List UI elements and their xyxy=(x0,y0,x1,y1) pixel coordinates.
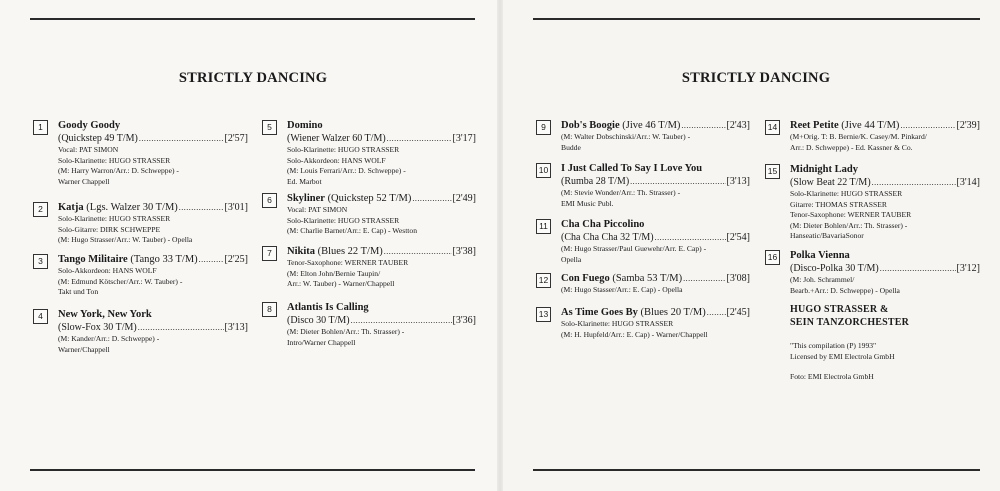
track-detail: Solo-Klarinette: HUGO STRASSER xyxy=(287,215,400,225)
track-detail: Vocal: PAT SIMON xyxy=(287,205,348,214)
track-title: Domino xyxy=(287,120,323,131)
track-title-line xyxy=(287,245,476,258)
track-tempo: (Disco-Polka 30 T/M) xyxy=(790,263,879,274)
track-1 xyxy=(33,119,248,201)
track-title: Atlantis Is Calling xyxy=(287,302,369,313)
track-detail: Solo-Akkordeon: HANS WOLF xyxy=(58,266,157,275)
track-tempo: (Blues 20 T/M) xyxy=(637,307,706,318)
track-tempo-line xyxy=(790,176,980,189)
track-number-box: 8 xyxy=(262,302,277,317)
track-tempo: (Wiener Walzer 60 T/M) xyxy=(287,133,386,144)
track-duration: [3'08] xyxy=(726,273,750,284)
track-title-line xyxy=(561,272,750,285)
track-2 xyxy=(33,201,248,253)
track-title: Nikita xyxy=(287,246,316,257)
track-duration: [3'38] xyxy=(452,246,476,257)
track-number-box: 12 xyxy=(536,273,551,288)
left-column-2 xyxy=(262,119,476,348)
track-title: Cha Cha Piccolino xyxy=(561,219,645,230)
track-title: As Time Goes By xyxy=(561,307,638,318)
track-detail: Solo-Akkordeon: HANS WOLF xyxy=(287,155,386,165)
track-number-box: 1 xyxy=(33,120,48,135)
track-detail: Solo-Klarinette: HUGO STRASSER xyxy=(58,214,171,223)
track-duration: [2'25] xyxy=(224,254,248,265)
track-detail: (M: Dieter Bohlen/Arr.: Th. Strasser) - xyxy=(287,327,405,336)
track-tempo-line xyxy=(561,231,750,244)
copyright-line: "This compilation (P) 1993" xyxy=(790,341,877,350)
track-tempo: (Jive 46 T/M) xyxy=(619,120,681,131)
track-14 xyxy=(765,119,980,163)
left-column-1 xyxy=(33,119,248,355)
track-tempo: (Jive 44 T/M) xyxy=(838,120,900,131)
track-detail: (M: Walter Dobschinski/Arr.: W. Tauber) - xyxy=(561,132,691,141)
track-number-box: 13 xyxy=(536,307,551,322)
track-detail: Budde xyxy=(561,142,581,152)
left-page-title: STRICTLY DANCING xyxy=(178,70,328,86)
track-tempo: (Blues 22 T/M) xyxy=(315,246,383,257)
track-number-box: 7 xyxy=(262,246,277,261)
track-number-box: 2 xyxy=(33,202,48,217)
track-tempo-line xyxy=(58,321,248,334)
track-detail: (M: Hugo Stasser/Arr.: E. Cap) - Opella xyxy=(561,285,683,294)
track-duration: [2'43] xyxy=(726,120,750,131)
track-tempo: (Tango 33 T/M) xyxy=(127,254,198,265)
track-tempo: (Lgs. Walzer 30 T/M) xyxy=(83,202,178,213)
track-number-box: 9 xyxy=(536,120,551,135)
track-title: Reet Petite xyxy=(790,120,839,131)
track-title: I Just Called To Say I Love You xyxy=(561,163,703,174)
track-5 xyxy=(262,119,476,192)
track-detail: Opella xyxy=(561,254,582,264)
track-title: Tango Militaire xyxy=(58,254,128,265)
track-title-line xyxy=(58,253,248,266)
track-title-line xyxy=(561,306,750,319)
track-tempo: (Disco 30 T/M) xyxy=(287,315,350,326)
track-duration: [2'45] xyxy=(726,307,750,318)
page-fold xyxy=(497,0,503,491)
track-tempo-line xyxy=(287,132,476,145)
track-title: Con Fuego xyxy=(561,273,610,284)
track-duration: [2'54] xyxy=(726,232,750,243)
track-title: Midnight Lady xyxy=(790,164,858,175)
track-16 xyxy=(765,249,980,303)
track-title-line xyxy=(287,192,476,205)
track-detail: (M: Charlie Barnet/Arr.: E. Cap) - Westton xyxy=(287,226,418,236)
track-duration: [3'36] xyxy=(452,315,476,326)
track-9 xyxy=(536,119,750,162)
track-title-line xyxy=(790,119,980,132)
track-tempo-line xyxy=(58,132,248,145)
track-duration: [3'01] xyxy=(224,202,248,213)
track-title: Dob's Boogie xyxy=(561,120,620,131)
track-detail: Warner Chappell xyxy=(58,176,110,186)
track-title-line xyxy=(58,201,248,214)
orchestra-name: HUGO STRASSER & xyxy=(790,304,889,315)
track-detail: Intro/Warner Chappell xyxy=(287,337,356,347)
track-title: Polka Vienna xyxy=(790,250,850,261)
track-10 xyxy=(536,162,750,218)
track-8 xyxy=(262,301,476,348)
track-title: New York, New York xyxy=(58,309,152,320)
track-tempo: (Rumba 28 T/M) xyxy=(561,176,630,187)
right-page-title: STRICTLY DANCING xyxy=(681,70,831,86)
track-duration: [2'49] xyxy=(452,193,476,204)
license-line: Licensed by EMI Electrola GmbH xyxy=(790,351,895,361)
track-detail: Solo-Klarinette: HUGO STRASSER xyxy=(790,189,903,198)
track-tempo: (Quickstep 49 T/M) xyxy=(58,133,138,144)
track-detail: Tenor-Saxophone: WERNER TAUBER xyxy=(790,210,912,220)
track-duration: [2'57] xyxy=(224,133,248,144)
credits-block xyxy=(765,341,980,372)
orchestra-block xyxy=(765,303,980,341)
right-top-rule xyxy=(533,18,980,20)
track-detail: (M: Harry Warron/Arr.: D. Schweppe) - xyxy=(58,166,179,176)
track-detail: Takt und Ton xyxy=(58,287,99,297)
track-title: Goody Goody xyxy=(58,120,121,131)
track-detail: Warner/Chappell xyxy=(58,344,110,354)
track-detail: Solo-Klarinette: HUGO STRASSER xyxy=(561,319,674,328)
track-detail: (M: Dieter Bohlen/Arr.: Th. Strasser) - xyxy=(790,220,908,230)
track-tempo: (Slow-Fox 30 T/M) xyxy=(58,322,137,333)
track-detail: EMI Music Publ. xyxy=(561,198,614,208)
track-11 xyxy=(536,218,750,272)
track-6 xyxy=(262,192,476,245)
track-title: Skyliner xyxy=(287,193,325,204)
track-title-line xyxy=(561,119,750,132)
track-detail: Ed. Marbot xyxy=(287,176,322,186)
track-duration: [3'12] xyxy=(956,263,980,274)
orchestra-name: SEIN TANZORCHESTER xyxy=(790,317,910,328)
track-detail: (M: Kander/Arr.: D. Schweppe) - xyxy=(58,334,160,343)
track-duration: [3'14] xyxy=(956,177,980,188)
track-15 xyxy=(765,163,980,249)
track-12 xyxy=(536,272,750,306)
track-13 xyxy=(536,306,750,340)
track-detail: Vocal: PAT SIMON xyxy=(58,145,119,154)
track-detail: (M: Elton John/Bernie Taupin/ xyxy=(287,268,381,278)
track-detail: (M: Joh. Schrammel/ xyxy=(790,275,855,284)
track-duration: [2'39] xyxy=(956,120,980,131)
track-detail: Hanseatic/BavariaSonor xyxy=(790,231,864,241)
track-detail: (M: Stevie Wonder/Arr.: Th. Strasser) - xyxy=(561,188,681,197)
track-number-box: 10 xyxy=(536,163,551,178)
track-number-box: 16 xyxy=(765,250,780,265)
track-detail: Arr.: D. Schweppe) - Ed. Kassner & Co. xyxy=(790,142,913,152)
track-number-box: 4 xyxy=(33,309,48,324)
left-bottom-rule xyxy=(30,469,475,471)
track-detail: Arr.: W. Tauber) - Warner/Chappell xyxy=(287,279,395,289)
track-number-box: 6 xyxy=(262,193,277,208)
right-column-2 xyxy=(765,119,980,383)
track-duration: [3'17] xyxy=(452,133,476,144)
track-detail: Bearb.+Arr.: D. Schweppe) - Opella xyxy=(790,285,900,295)
track-number-box: 3 xyxy=(33,254,48,269)
track-duration: [3'13] xyxy=(224,322,248,333)
right-bottom-rule xyxy=(533,469,980,471)
track-tempo: (Cha Cha Cha 32 T/M) xyxy=(561,232,654,243)
track-tempo: (Quickstep 52 T/M) xyxy=(324,193,412,204)
track-number-box: 14 xyxy=(765,120,780,135)
track-title: Katja xyxy=(58,202,84,213)
track-detail: (M: Hugo Strasser/Paul Guewehr/Arr. E. Cap) - xyxy=(561,244,707,253)
track-number-box: 15 xyxy=(765,164,780,179)
track-detail: (M: H. Hupfeld/Arr.: E. Cap) - Warner/Chappell xyxy=(561,329,708,339)
right-column-1 xyxy=(536,119,750,340)
track-detail: (M: Louis Ferrari/Arr.: D. Schweppe) - xyxy=(287,166,406,176)
track-detail: (M+Orig. T: B. Bernie/K. Casey/M. Pinkard/ xyxy=(790,132,927,141)
track-number-box: 11 xyxy=(536,219,551,234)
track-duration: [3'13] xyxy=(726,176,750,187)
track-4 xyxy=(33,308,248,355)
track-tempo: (Slow Beat 22 T/M) xyxy=(790,177,871,188)
track-detail: Solo-Gitarre: DIRK SCHWEPPE xyxy=(58,224,161,234)
track-detail: Gitarre: THOMAS STRASSER xyxy=(790,199,887,209)
left-top-rule xyxy=(30,18,475,20)
track-tempo: (Samba 53 T/M) xyxy=(609,273,683,284)
track-tempo-line xyxy=(561,175,750,188)
track-3 xyxy=(33,253,248,308)
track-tempo-line xyxy=(790,262,980,275)
track-number-box: 5 xyxy=(262,120,277,135)
track-detail: (M: Hugo Strasser/Arr.: W. Tauber) - Opella xyxy=(58,235,193,245)
track-detail: Tenor-Saxophone: WERNER TAUBER xyxy=(287,258,409,267)
track-tempo-line xyxy=(287,314,476,327)
track-detail: Solo-Klarinette: HUGO STRASSER xyxy=(287,145,400,154)
track-7 xyxy=(262,245,476,301)
track-detail: Solo-Klarinette: HUGO STRASSER xyxy=(58,155,171,165)
track-detail: (M: Edmund Kötscher/Arr.: W. Tauber) - xyxy=(58,276,183,286)
photo-credit: Foto: EMI Electrola GmbH xyxy=(790,372,874,381)
